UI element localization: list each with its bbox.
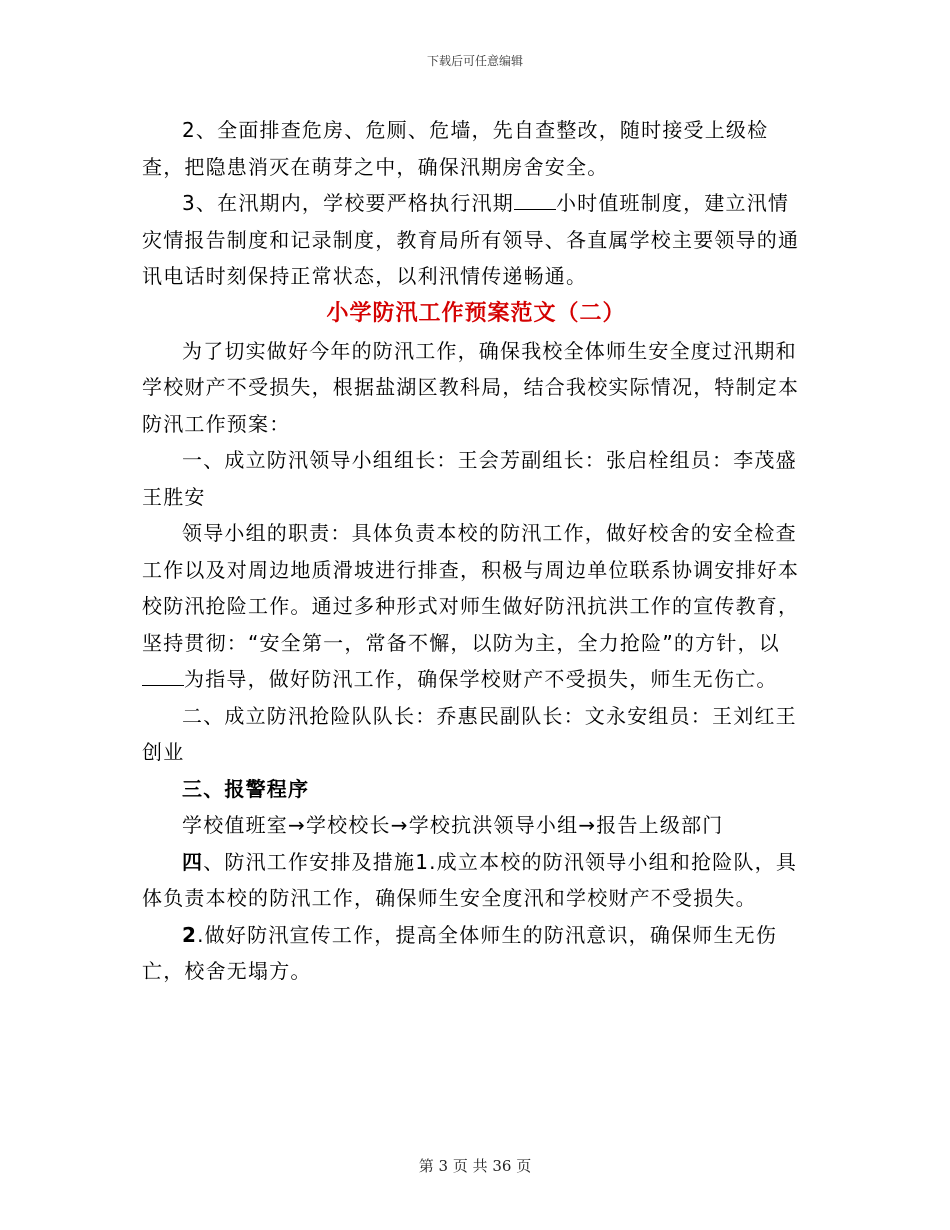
paragraph-item-3-start: 3、在汛期内，学校要严格执行汛期 (182, 191, 514, 215)
blank-underline (514, 193, 556, 210)
duty-paragraph-start: 领导小组的职责：具体负责本校的防汛工作，做好校舍的安全检查工作以及对周边地质滑坡进行排查，积极与周边单位联系协调安排好本校防汛抢险工作。通过多种形式对师生做好防汛抗洪工作的宣传教育，坚持贯彻：“安全第一，常备不懈，以防为主，全力抢险”的方针，以 (142, 521, 800, 655)
publicity-text: .做好防汛宣传工作，提高全体师生的防汛意识，确保师生无伤亡，校舍无塌方。 (142, 922, 778, 983)
paragraph-item-3 (142, 185, 810, 295)
measures-number: 四 (182, 849, 204, 874)
alarm-procedure-heading: 三、报警程序 (182, 776, 310, 801)
blank-underline (142, 669, 184, 686)
duty-paragraph (142, 515, 810, 698)
publicity-number: 2 (182, 922, 198, 947)
alarm-flow: 学校值班室→学校校长→学校抗洪领导小组→报告上级部门 (182, 813, 724, 837)
paragraph-item-2: 2、全面排查危房、危厕、危墙，先自查整改，随时接受上级检查，把隐患消灭在萌芽之中，确保汛期房舍安全。 (142, 118, 769, 179)
paragraph-item-3-end: 小时值班制度，建立汛情灾情报告制度和记录制度，教育局所有领导、各直属学校主要领导的通讯电话时刻保持正常状态，以利汛情传递畅通。 (142, 191, 800, 288)
document-body (142, 112, 810, 990)
page-header: 下载后可任意编辑 (426, 54, 523, 68)
measures-text: 、防汛工作安排及措施1.成立本校的防汛领导小组和抢险队，具体负责本校的防汛工作，确保师生安全度汛和学校财产不受损失。 (142, 849, 798, 910)
measures-paragraph (142, 844, 810, 917)
page-footer: 第 3 页 共 36 页 (418, 1157, 532, 1175)
intro-paragraph: 为了切实做好今年的防汛工作，确保我校全体师生安全度过汛期和学校财产不受损失，根据盐湖区教科局，结合我校实际情况，特制定本防汛工作预案： (142, 338, 800, 436)
section-title: 小学防汛工作预案范文（二） (326, 300, 626, 326)
duty-paragraph-end: 为指导，做好防汛工作，确保学校财产不受损失，师生无伤亡。 (184, 667, 778, 691)
rescue-team-paragraph: 二、成立防汛抢险队队长：乔惠民副队长：文永安组员：王刘红王创业 (142, 703, 797, 764)
leadership-group-paragraph: 一、成立防汛领导小组组长：王会芳副组长：张启栓组员：李茂盛王胜安 (142, 448, 797, 509)
publicity-paragraph (142, 917, 810, 990)
